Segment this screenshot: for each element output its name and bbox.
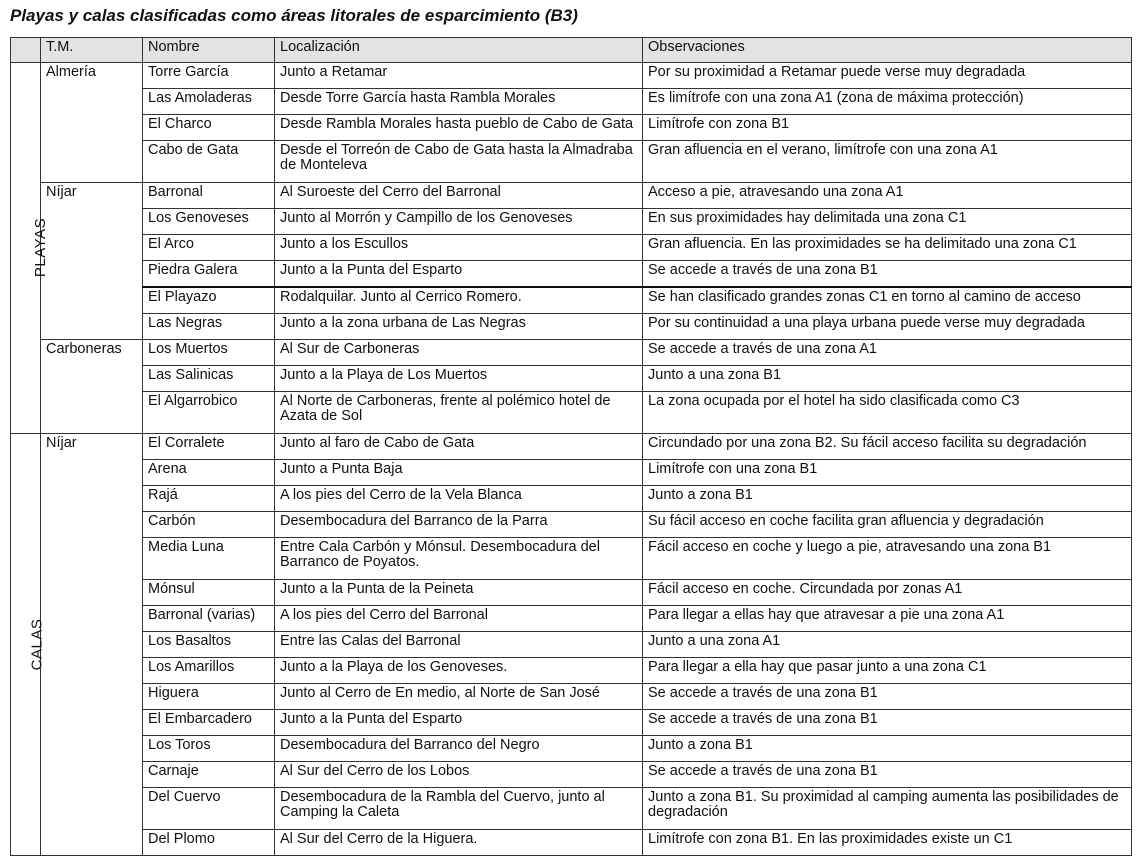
table-title: Playas y calas clasificadas como áreas litorales de esparcimiento (B3) xyxy=(10,6,578,25)
observaciones-cell: Por su continuidad a una playa urbana puede verse muy degradada xyxy=(643,314,1132,340)
nombre-cell: Higuera xyxy=(143,684,275,710)
header-nombre: Nombre xyxy=(143,38,275,63)
nombre-cell: Los Amarillos xyxy=(143,658,275,684)
localizacion-cell: A los pies del Cerro del Barronal xyxy=(275,606,643,632)
localizacion-cell: Desembocadura del Barranco de la Parra xyxy=(275,512,643,538)
nombre-cell: Cabo de Gata xyxy=(143,141,275,183)
localizacion-cell: Desde Rambla Morales hasta pueblo de Cabo de Gata xyxy=(275,115,643,141)
nombre-cell: El Playazo xyxy=(143,287,275,314)
localizacion-cell: Junto a los Escullos xyxy=(275,235,643,261)
observaciones-cell: Es limítrofe con una zona A1 (zona de máxima protección) xyxy=(643,89,1132,115)
observaciones-cell: Se accede a través de una zona B1 xyxy=(643,684,1132,710)
observaciones-cell: Se accede a través de una zona B1 xyxy=(643,762,1132,788)
nombre-cell: El Corralete xyxy=(143,434,275,460)
localizacion-cell: Junto a la zona urbana de Las Negras xyxy=(275,314,643,340)
localizacion-cell: Junto a la Punta de la Peineta xyxy=(275,580,643,606)
table-row xyxy=(11,788,1132,830)
table-row xyxy=(11,830,1132,856)
table-row xyxy=(11,141,1132,183)
table-row xyxy=(11,658,1132,684)
table-row xyxy=(11,366,1132,392)
table-row xyxy=(11,710,1132,736)
nombre-cell: Los Genoveses xyxy=(143,209,275,235)
table-row xyxy=(11,287,1132,314)
nombre-cell: El Charco xyxy=(143,115,275,141)
nombre-cell: Media Luna xyxy=(143,538,275,580)
nombre-cell: Torre García xyxy=(143,63,275,89)
header-observaciones: Observaciones xyxy=(643,38,1132,63)
localizacion-cell: Al Sur del Cerro de los Lobos xyxy=(275,762,643,788)
nombre-cell: Arena xyxy=(143,460,275,486)
localizacion-cell: A los pies del Cerro de la Vela Blanca xyxy=(275,486,643,512)
nombre-cell: Rajá xyxy=(143,486,275,512)
nombre-cell: Las Negras xyxy=(143,314,275,340)
header-localizacion: Localización xyxy=(275,38,643,63)
localizacion-cell: Entre las Calas del Barronal xyxy=(275,632,643,658)
nombre-cell: Barronal xyxy=(143,183,275,209)
table-row xyxy=(11,235,1132,261)
nombre-cell: Del Cuervo xyxy=(143,788,275,830)
localizacion-cell: Junto al faro de Cabo de Gata xyxy=(275,434,643,460)
table-row xyxy=(11,538,1132,580)
table-row xyxy=(11,632,1132,658)
localizacion-cell: Junto a Retamar xyxy=(275,63,643,89)
observaciones-cell: La zona ocupada por el hotel ha sido clasificada como C3 xyxy=(643,392,1132,434)
observaciones-cell: Junto a zona B1 xyxy=(643,486,1132,512)
localizacion-cell: Junto a la Playa de los Genoveses. xyxy=(275,658,643,684)
observaciones-cell: Se accede a través de una zona A1 xyxy=(643,340,1132,366)
observaciones-cell: Junto a una zona B1 xyxy=(643,366,1132,392)
localizacion-cell: Desde el Torreón de Cabo de Gata hasta la Almadraba de Monteleva xyxy=(275,141,643,183)
observaciones-cell: Para llegar a ella hay que pasar junto a una zona C1 xyxy=(643,658,1132,684)
observaciones-cell: Se accede a través de una zona B1 xyxy=(643,710,1132,736)
table-row xyxy=(11,580,1132,606)
observaciones-cell: Limítrofe con zona B1. En las proximidades existe un C1 xyxy=(643,830,1132,856)
header-row xyxy=(11,38,1132,63)
localizacion-cell: Desembocadura de la Rambla del Cuervo, junto al Camping la Caleta xyxy=(275,788,643,830)
localizacion-cell: Al Suroeste del Cerro del Barronal xyxy=(275,183,643,209)
nombre-cell: El Embarcadero xyxy=(143,710,275,736)
nombre-cell: El Algarrobico xyxy=(143,392,275,434)
table-row xyxy=(11,684,1132,710)
localizacion-cell: Al Sur de Carboneras xyxy=(275,340,643,366)
observaciones-cell: Junto a zona B1. Su proximidad al camping aumenta las posibilidades de degradación xyxy=(643,788,1132,830)
localizacion-cell: Desembocadura del Barranco del Negro xyxy=(275,736,643,762)
group-text: CALAS xyxy=(28,618,46,670)
table-row xyxy=(11,89,1132,115)
observaciones-cell: Por su proximidad a Retamar puede verse muy degradada xyxy=(643,63,1132,89)
observaciones-cell: Fácil acceso en coche y luego a pie, atravesando una zona B1 xyxy=(643,538,1132,580)
group-label-calas xyxy=(11,434,46,856)
table-row xyxy=(11,606,1132,632)
table-row xyxy=(11,762,1132,788)
tm-cell: Carboneras xyxy=(41,340,143,434)
table-row xyxy=(11,460,1132,486)
nombre-cell: Carbón xyxy=(143,512,275,538)
table-row xyxy=(11,314,1132,340)
nombre-cell: Mónsul xyxy=(143,580,275,606)
nombre-cell: Las Salinicas xyxy=(143,366,275,392)
localizacion-cell: Entre Cala Carbón y Mónsul. Desembocadura del Barranco de Poyatos. xyxy=(275,538,643,580)
localizacion-cell: Junto al Cerro de En medio, al Norte de San José xyxy=(275,684,643,710)
table-row xyxy=(11,209,1132,235)
table-row xyxy=(11,183,1132,209)
localizacion-cell: Desde Torre García hasta Rambla Morales xyxy=(275,89,643,115)
table-row xyxy=(11,340,1132,366)
observaciones-cell: Limítrofe con zona B1 xyxy=(643,115,1132,141)
table-row xyxy=(11,261,1132,288)
localizacion-cell: Junto a la Punta del Esparto xyxy=(275,261,643,288)
localizacion-cell: Al Norte de Carboneras, frente al polémico hotel de Azata de Sol xyxy=(275,392,643,434)
tm-cell: Almería xyxy=(41,63,143,183)
observaciones-cell: Fácil acceso en coche. Circundada por zonas A1 xyxy=(643,580,1132,606)
nombre-cell: Los Muertos xyxy=(143,340,275,366)
nombre-cell: Los Basaltos xyxy=(143,632,275,658)
nombre-cell: El Arco xyxy=(143,235,275,261)
nombre-cell: Carnaje xyxy=(143,762,275,788)
nombre-cell: Del Plomo xyxy=(143,830,275,856)
table-row xyxy=(11,434,1132,460)
nombre-cell: Piedra Galera xyxy=(143,261,275,288)
table-row xyxy=(11,115,1132,141)
observaciones-cell: Junto a zona B1 xyxy=(643,736,1132,762)
observaciones-cell: Circundado por una zona B2. Su fácil acceso facilita su degradación xyxy=(643,434,1132,460)
table-row xyxy=(11,736,1132,762)
nombre-cell: Las Amoladeras xyxy=(143,89,275,115)
nombre-cell: Barronal (varias) xyxy=(143,606,275,632)
observaciones-cell: Se accede a través de una zona B1 xyxy=(643,261,1132,288)
observaciones-cell: En sus proximidades hay delimitada una zona C1 xyxy=(643,209,1132,235)
header-group xyxy=(11,38,41,63)
observaciones-cell: Para llegar a ellas hay que atravesar a pie una zona A1 xyxy=(643,606,1132,632)
group-text: PLAYAS xyxy=(32,217,50,278)
nombre-cell: Los Toros xyxy=(143,736,275,762)
beaches-table xyxy=(10,37,1132,856)
localizacion-cell: Junto al Morrón y Campillo de los Genoveses xyxy=(275,209,643,235)
table-row xyxy=(11,63,1132,89)
observaciones-cell: Su fácil acceso en coche facilita gran afluencia y degradación xyxy=(643,512,1132,538)
observaciones-cell: Gran afluencia. En las proximidades se ha delimitado una zona C1 xyxy=(643,235,1132,261)
observaciones-cell: Gran afluencia en el verano, limítrofe con una zona A1 xyxy=(643,141,1132,183)
group-label-playas xyxy=(11,63,50,434)
header-tm: T.M. xyxy=(41,38,143,63)
localizacion-cell: Junto a la Playa de Los Muertos xyxy=(275,366,643,392)
observaciones-cell: Limítrofe con una zona B1 xyxy=(643,460,1132,486)
table-row xyxy=(11,392,1132,434)
localizacion-cell: Al Sur del Cerro de la Higuera. xyxy=(275,830,643,856)
table-row xyxy=(11,486,1132,512)
observaciones-cell: Acceso a pie, atravesando una zona A1 xyxy=(643,183,1132,209)
localizacion-cell: Junto a Punta Baja xyxy=(275,460,643,486)
tm-cell: Níjar xyxy=(41,434,143,856)
observaciones-cell: Junto a una zona A1 xyxy=(643,632,1132,658)
observaciones-cell: Se han clasificado grandes zonas C1 en torno al camino de acceso xyxy=(643,287,1132,314)
localizacion-cell: Rodalquilar. Junto al Cerrico Romero. xyxy=(275,287,643,314)
table-row xyxy=(11,512,1132,538)
localizacion-cell: Junto a la Punta del Esparto xyxy=(275,710,643,736)
tm-cell: Níjar xyxy=(41,183,143,340)
